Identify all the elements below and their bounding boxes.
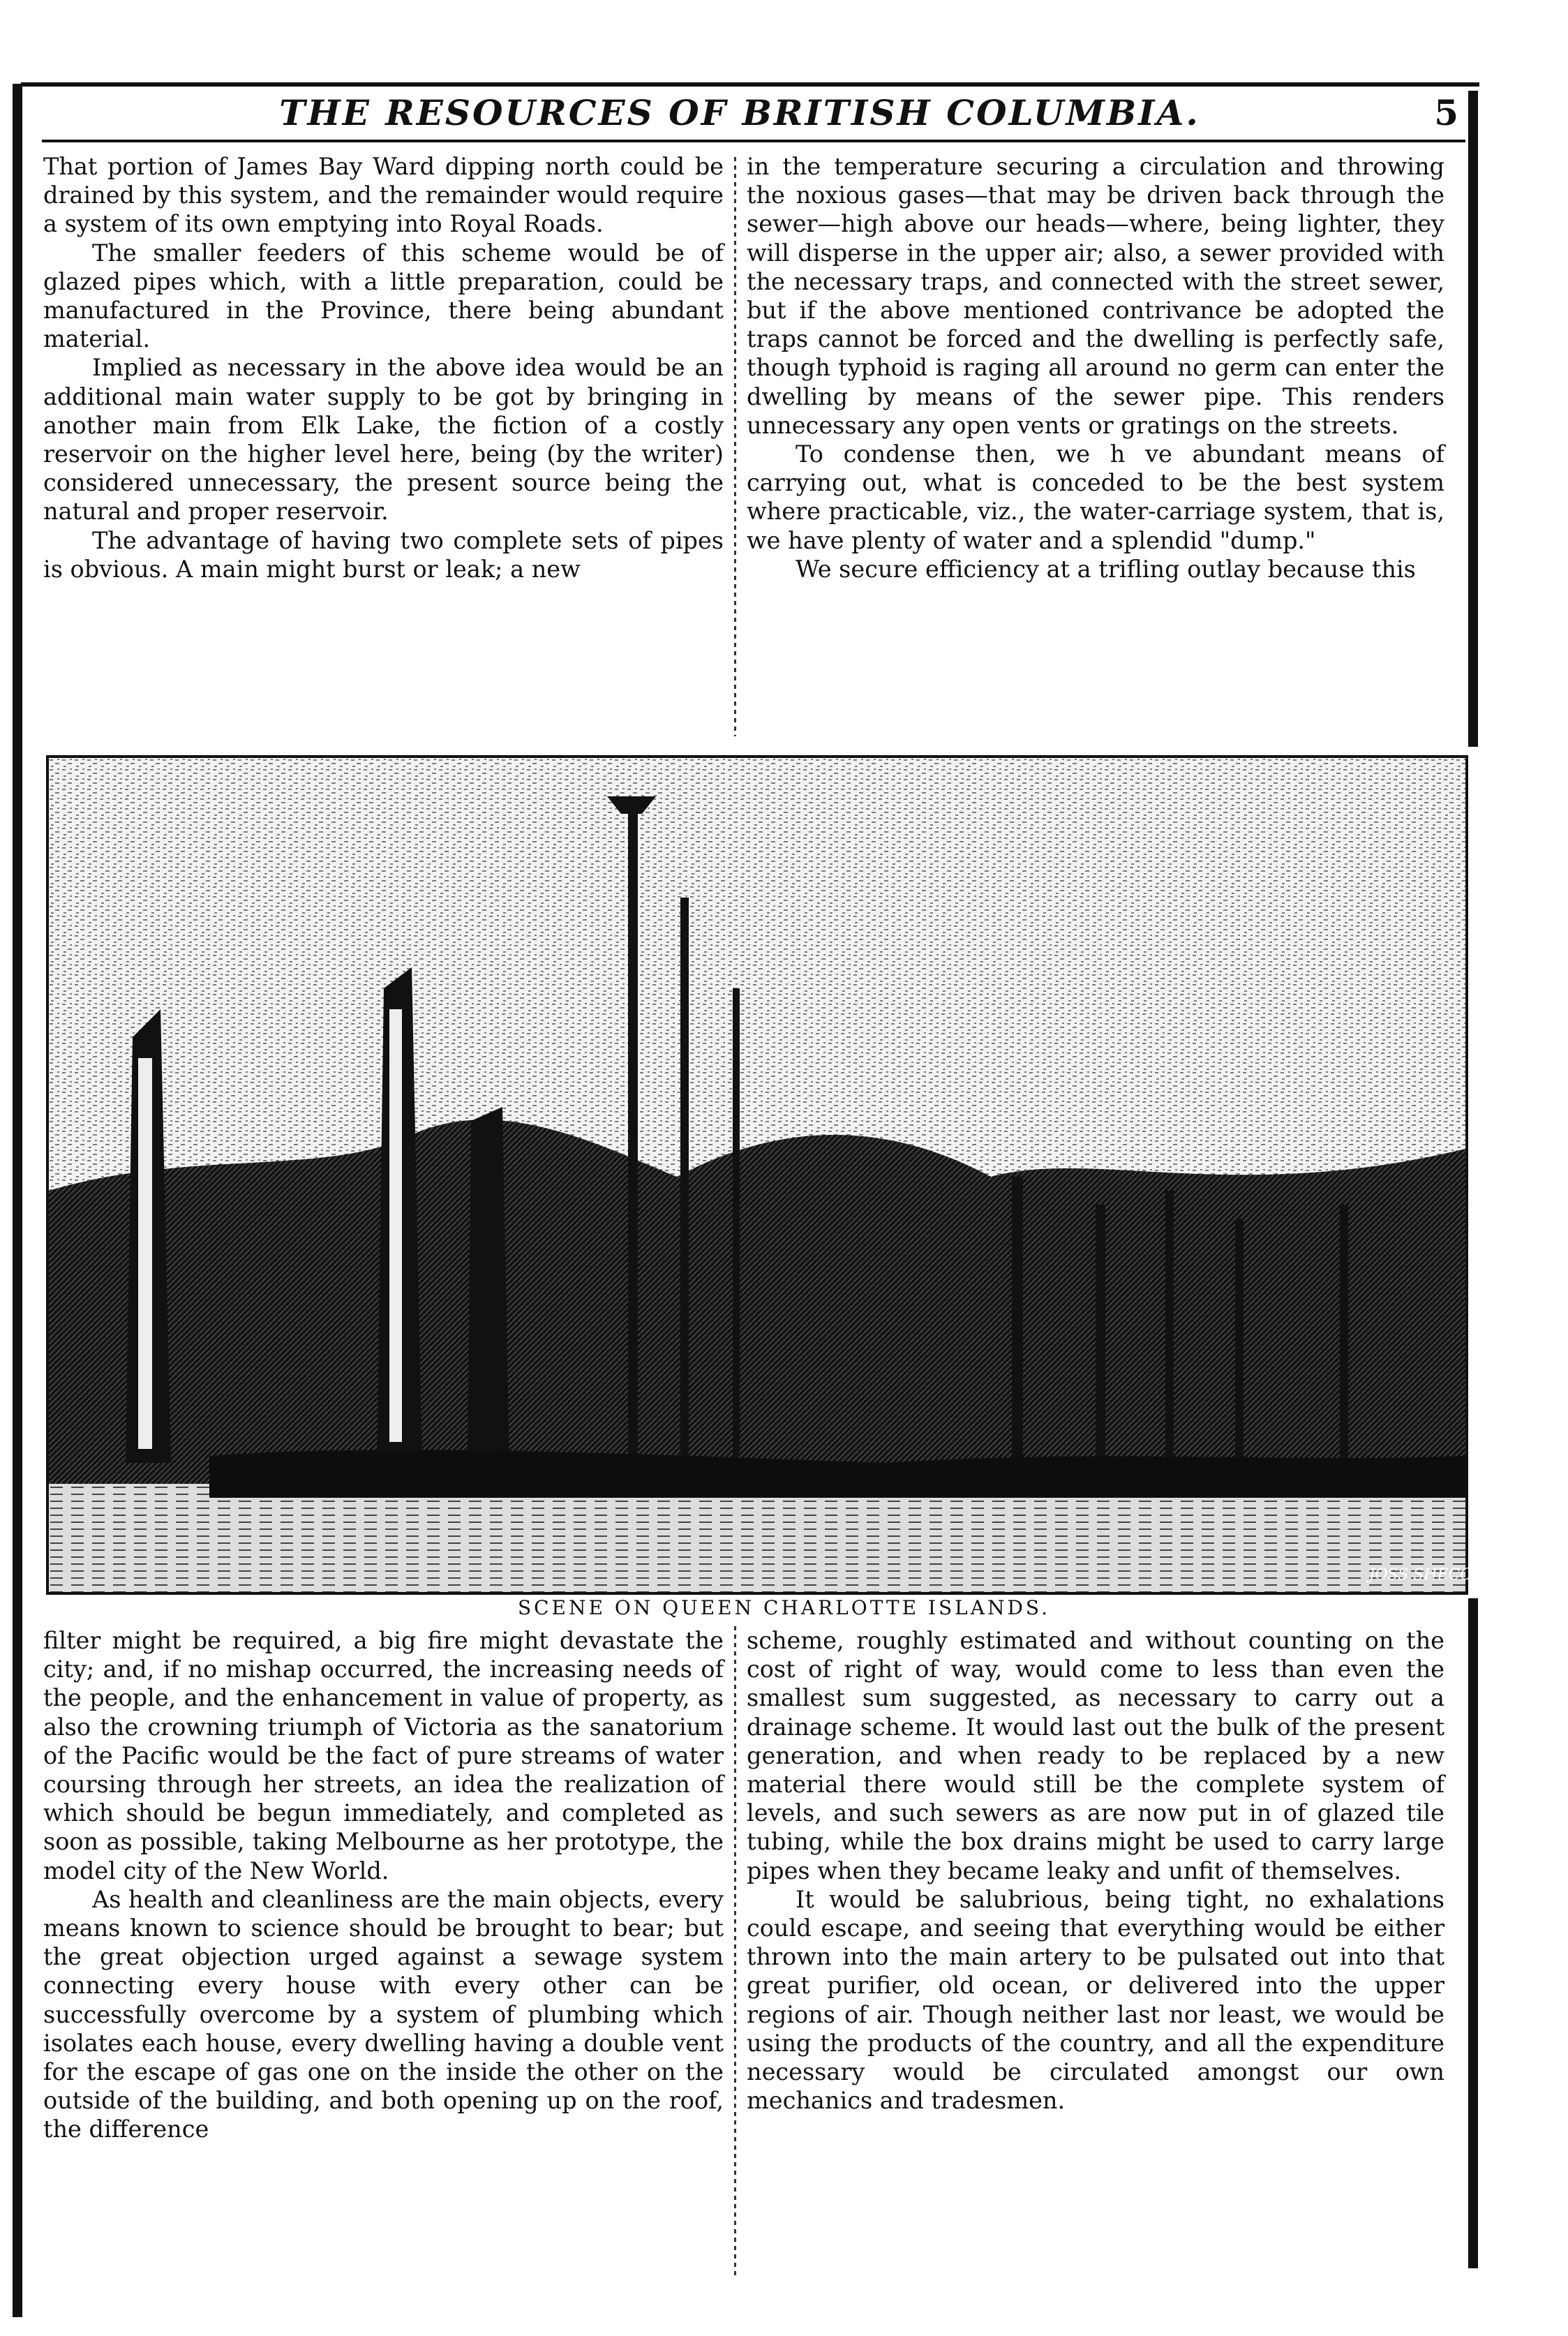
right-border-rule-bottom: [1468, 1598, 1478, 2268]
left-border-rule: [13, 84, 22, 2317]
engraver-signature: JOSS SHECCOTT: [1368, 1566, 1505, 1584]
paragraph: The smaller feeders of this scheme would be of glazed pipes which, with a little preparation, could be manufactured in the Province, there being abundant material.: [43, 239, 724, 353]
page-header: [42, 92, 1465, 134]
paragraph: That portion of James Bay Ward dipping north could be drained by this system, and the remainder would require a system of its own emptying into Royal Roads.: [43, 153, 724, 238]
column-divider: [734, 157, 736, 736]
paragraph: The advantage of having two complete sets of pipes is obvious. A main might burst or leak; a new: [43, 526, 724, 583]
page-number: 5: [1434, 92, 1458, 133]
paragraph: scheme, roughly estimated and without counting on the cost of right of way, would come to less than even the smallest sum suggested, as necessary to carry out a drainage scheme. It would last out the bulk of the present generation, and when ready to be replaced by a new material there would still be the complete system of levels, and such sewers as are now put in of glazed tile tubing, while the box drains might be used to carry large pipes when they became leaky and unfit of themselves.: [747, 1627, 1444, 1884]
paragraph: We secure efficiency at a trifling outlay because this: [796, 555, 1416, 583]
illustration-caption: SCENE ON QUEEN CHARLOTTE ISLANDS.: [517, 1596, 1051, 1619]
column-divider: [734, 1626, 736, 2275]
paragraph: Implied as necessary in the above idea would be an additional main water supply to be got by bringing in another main from Elk Lake, the fiction of a costly reservoir on the higher level here, being (by the writer) considered unnecessary, the present source being the natural and proper reservoir.: [43, 354, 724, 526]
bottom-left-column: [43, 1626, 724, 2144]
bottom-right-column: [747, 1626, 1444, 2115]
right-border-rule-top: [1468, 91, 1478, 747]
engraving-illustration: [46, 755, 1468, 1595]
header-top-rule: [21, 82, 1479, 87]
paragraph: in the temperature securing a circulation and throwing the noxious gases—that may be driven back through the sewer—high above our heads—where, being lighter, they will disperse in the upper air; also, a sewer provided with the necessary traps, and connected with the street sewer, but if the above mentioned contrivance be adopted the traps cannot be forced and the dwelling is perfectly safe, though typhoid is raging all around no germ can enter the dwelling by means of the sewer pipe. This renders unnecessary any open vents or gratings on the streets.: [747, 153, 1444, 439]
paragraph: It would be salubrious, being tight, no exhalations could escape, and seeing that everything would be either thrown into the main artery to be pulsated out into that great purifier, old ocean, or delivered into the upper regions of air. Though neither last nor least, we would be using the products of the country, and all the expenditure necessary would be circulated amongst our own mechanics and tradesmen.: [747, 1885, 1444, 2115]
top-left-column: [43, 152, 724, 583]
header-bottom-rule: [42, 140, 1465, 142]
paragraph: filter might be required, a big fire might devastate the city; and, if no mishap occurred, the increasing needs of the people, and the enhancement in value of property, as also the crowning triumph of Victoria as the sanatorium of the Pacific would be the fact of pure streams of water coursing through her streets, an idea the realization of which should be begun immediately, and completed as soon as possible, taking Melbourne as her prototype, the model city of the New World.: [43, 1627, 724, 1884]
top-right-column: [747, 152, 1444, 583]
paragraph: As health and cleanliness are the main objects, every means known to science should be brought to bear; but the great objection urged against a sewage system connecting every house with every other can be successfully overcome by a system of plumbing which isolates each house, every dwelling having a double vent for the escape of gas one on the inside the other on the outside of the building, and both opening up on the roof, the difference: [43, 1885, 724, 2143]
running-title: THE RESOURCES OF BRITISH COLUMBIA.: [279, 92, 1200, 133]
paragraph: To condense then, we h ve abundant means of carrying out, what is conceded to be the best system where practicable, viz., the water-carriage system, that is, we have plenty of water and a splendid "dump.": [747, 440, 1444, 554]
